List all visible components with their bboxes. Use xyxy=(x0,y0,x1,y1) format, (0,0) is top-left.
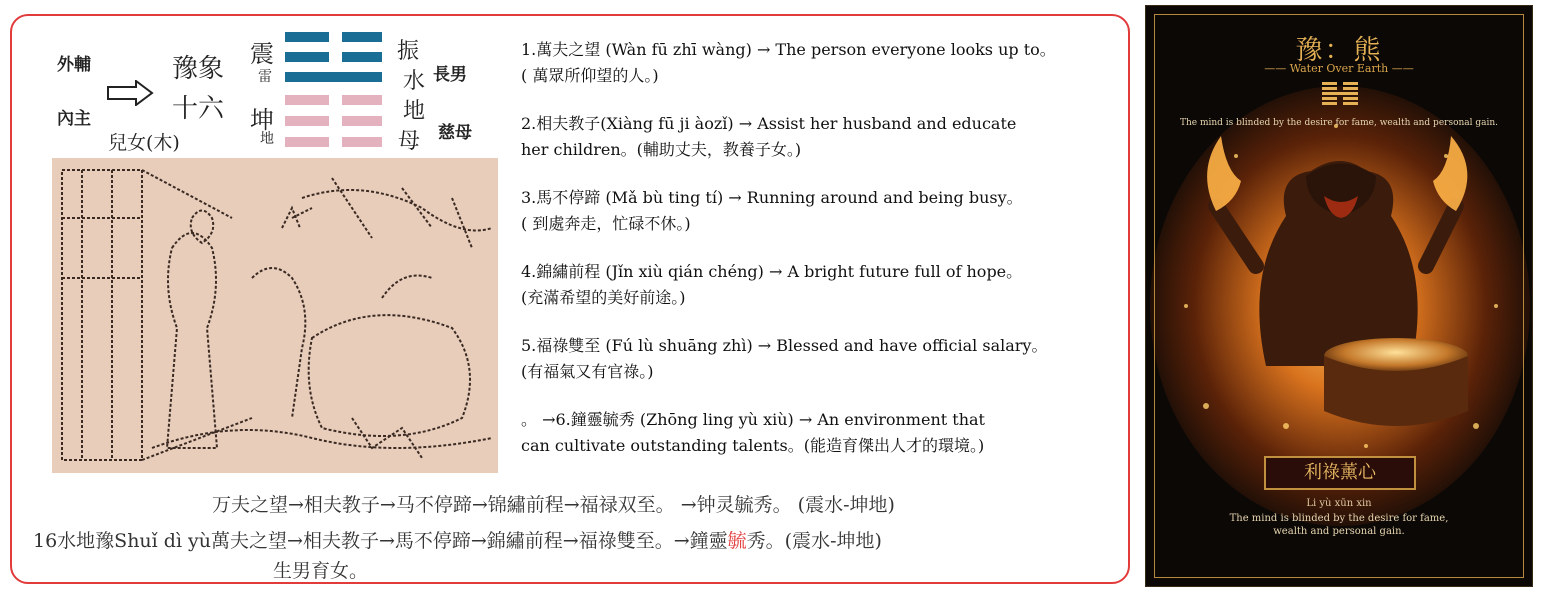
right-char-earth: 地 xyxy=(403,99,426,124)
outer-label: 外輔 xyxy=(57,55,91,75)
idiom-english: 2.相夫教子(Xiàng fū ji àozǐ) → Assist her husband and educate xyxy=(521,114,1017,133)
idiom-chinese: (充滿希望的美好前途。) xyxy=(521,288,686,307)
highlighted-char: 毓 xyxy=(727,530,747,552)
idiom-chinese: can cultivate outstanding talents。(能造育傑出人才的環境。) xyxy=(521,436,985,455)
poster-banner: 利祿薰心 xyxy=(1264,456,1416,490)
arrow-right-icon xyxy=(106,80,154,106)
idiom-english: 。 →6.鐘靈毓秀 (Zhōng ling yù xiù) → An environment that xyxy=(521,410,985,429)
yin-line xyxy=(342,32,382,42)
kind-mother-label: 慈母 xyxy=(438,123,472,143)
idiom-english: 4.錦繡前程 (Jǐn xiù qián chéng) → A bright future full of hope。 xyxy=(521,262,1023,281)
yin-line xyxy=(285,116,329,126)
poster-pinyin: Li yù xūn xin xyxy=(1306,498,1372,509)
idiom-chinese: (有福氣又有官祿。) xyxy=(521,362,654,381)
idiom-english: 1.萬夫之望 (Wàn fū zhī wàng) → The person everyone looks up to。 xyxy=(521,40,1056,59)
yang-line xyxy=(285,72,382,82)
children-label: 兒女(木) xyxy=(108,132,180,154)
eldest-son-label: 長男 xyxy=(433,65,467,85)
poster-description-bottom: The mind is blinded by the desire for fame, wealth and personal gain. xyxy=(1229,513,1449,537)
right-char-zhen: 振 xyxy=(397,39,420,64)
poster-title: 豫：熊 xyxy=(1295,35,1383,66)
summary-simplified: 万夫之望→相夫教子→马不停蹄→锦繡前程→福禄双至。 →钟灵毓秀。 (震水-坤地) xyxy=(212,494,895,516)
summary-traditional: 16水地豫Shuǐ dì yù萬夫之望→相夫教子→馬不停蹄→錦繡前程→福祿雙至。→鐘靈毓秀。(震水-坤地) xyxy=(33,530,882,552)
hexagram-icon xyxy=(1322,82,1358,108)
bear-poster xyxy=(1145,5,1533,587)
idiom-item-3 xyxy=(521,185,1023,237)
yin-line xyxy=(342,95,382,105)
idiom-english: 5.福祿雙至 (Fú lù shuāng zhì) → Blessed and have official salary。 xyxy=(521,336,1048,355)
yin-line xyxy=(285,32,329,42)
idiom-chinese: ( 到處奔走，忙碌不休。) xyxy=(521,214,691,233)
yin-line xyxy=(285,95,329,105)
yin-line xyxy=(342,52,382,62)
idiom-item-5 xyxy=(521,333,1047,385)
upper-trigram: 震 xyxy=(250,40,274,68)
idiom-item-6 xyxy=(521,407,985,459)
inner-label: 內主 xyxy=(57,109,91,129)
woodblock-illustration xyxy=(52,158,498,473)
lower-trigram-sub: 地 xyxy=(260,131,274,147)
idiom-english: 3.馬不停蹄 (Mǎ bù ting tí) → Running around and being busy。 xyxy=(521,188,1023,207)
idiom-item-4 xyxy=(521,259,1022,311)
idiom-chinese: her children。(輔助丈夫，教養子女。) xyxy=(521,140,802,159)
yin-line xyxy=(342,116,382,126)
summary-traditional-line2: 生男育女。 xyxy=(273,560,369,582)
poster-description: The mind is blinded by the desire for fame, wealth and personal gain. xyxy=(1179,118,1499,128)
lower-trigram: 坤 xyxy=(250,106,274,134)
right-char-water: 水 xyxy=(403,69,426,94)
idiom-chinese: ( 萬眾所仰望的人。) xyxy=(521,66,659,85)
poster-subtitle: —— Water Over Earth —— xyxy=(1264,62,1414,75)
yin-line xyxy=(342,137,382,147)
idiom-item-1 xyxy=(521,37,1056,89)
yin-line xyxy=(285,137,329,147)
idiom-item-2 xyxy=(521,111,1016,163)
upper-trigram-sub: 雷 xyxy=(258,69,272,85)
hexagram-name: 豫象 xyxy=(172,54,225,84)
hexagram-number: 十六 xyxy=(172,94,225,124)
right-char-mother: 母 xyxy=(398,129,421,154)
yin-line xyxy=(285,52,329,62)
